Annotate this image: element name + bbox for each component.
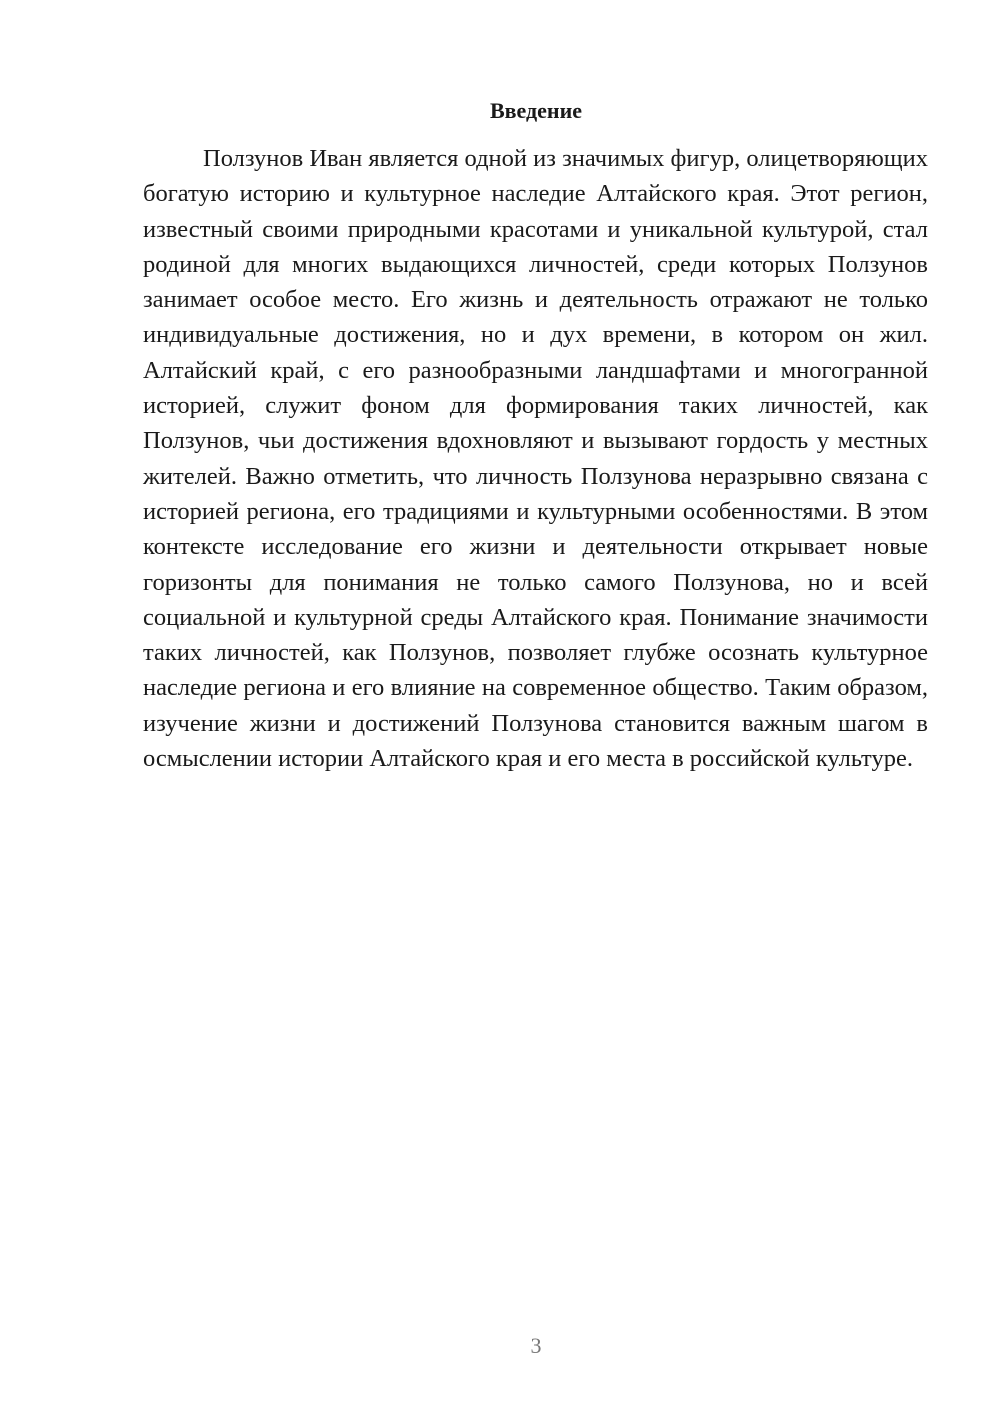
body-paragraph: Ползунов Иван является одной из значимых фигур, олицетворяющих богатую историю и культурное наследие Алтайского края. Этот регион, известный своими природными красотами и уникальной культурой, стал родиной для многих выдающихся личностей, среди которых Ползунов занимает особое место. Его жизнь и деятельность отражают не только индивидуальные достижения, но и дух времени, в котором он жил. Алтайский край, с его разнообразными ландшафтами и многогранной историей, служит фоном для формирования таких личностей, как Ползунов, чьи достижения вдохновляют и вызывают гордость у местных жителей. Важно отметить, что личность Ползунова неразрывно связана с историей региона, его традициями и культурными особенностями. В этом контексте исследование его жизни и деятельности открывает новые горизонты для понимания не только самого Ползунова, но и всей социальной и культурной среды Алтайского края. Понимание значимости таких личностей, как Ползунов, позволяет глубже осознать культурное наследие региона и его влияние на современное общество. Таким образом, изучение жизни и достижений Ползунова становится важным шагом в осмыслении истории Алтайского края и его места в российской культуре. <box>143 145 928 773</box>
section-heading: Введение <box>489 98 583 123</box>
page-number: 3 <box>530 1333 542 1358</box>
